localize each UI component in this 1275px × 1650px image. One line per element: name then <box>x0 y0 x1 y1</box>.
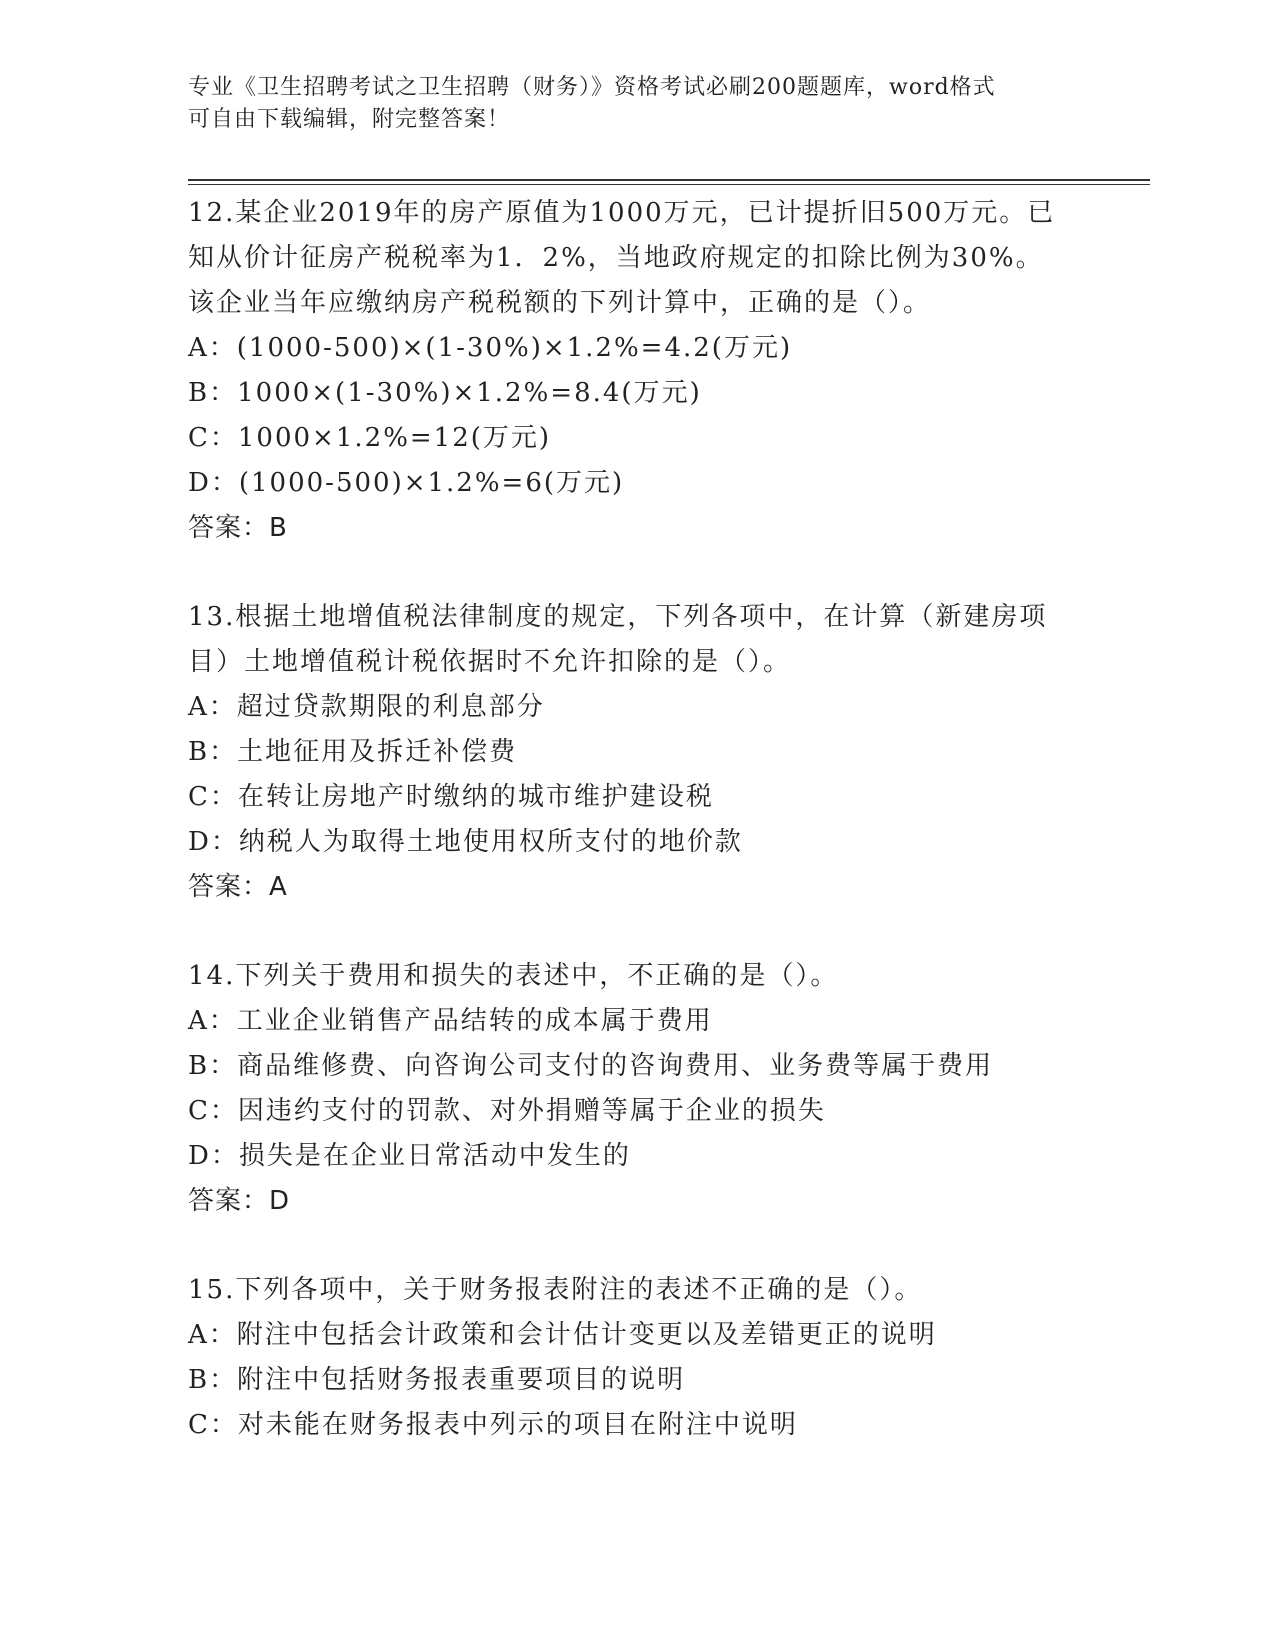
question-stem-line: 目）土地增值税计税依据时不允许扣除的是（）。 <box>188 647 792 677</box>
question-13 <box>188 595 1088 910</box>
question-14 <box>188 954 1088 1224</box>
question-stem-line: 12.某企业2019年的房产原值为1000万元，已计提折旧500万元。已 <box>188 198 1056 228</box>
question-stem-line: 14.下列关于费用和损失的表述中，不正确的是（）。 <box>188 961 839 991</box>
option-c: C：在转让房地产时缴纳的城市维护建设税 <box>188 782 714 812</box>
question-stem-line: 该企业当年应缴纳房产税税额的下列计算中，正确的是（）。 <box>188 288 932 318</box>
option-a: A：(1000-500)×(1-30%)×1.2%=4.2(万元) <box>188 333 793 363</box>
question-stem-line: 15.下列各项中，关于财务报表附注的表述不正确的是（）。 <box>188 1275 923 1305</box>
option-d: D：纳税人为取得土地使用权所支付的地价款 <box>188 827 743 857</box>
answer-label: 答案：B <box>188 513 288 543</box>
header-divider-thick <box>188 179 1150 181</box>
option-b: B：1000×(1-30%)×1.2%=8.4(万元) <box>188 378 702 408</box>
option-b: B：土地征用及拆迁补偿费 <box>188 737 518 767</box>
question-15 <box>188 1268 1088 1448</box>
option-c: C：因违约支付的罚款、对外捐赠等属于企业的损失 <box>188 1096 826 1126</box>
question-12 <box>188 191 1088 551</box>
header-divider-thin <box>188 184 1150 185</box>
option-c: C：1000×1.2%=12(万元) <box>188 423 552 453</box>
header-line-1: 专业《卫生招聘考试之卫生招聘（财务）》资格考试必刷200题题库，word格式 <box>188 75 996 100</box>
option-d: D：损失是在企业日常活动中发生的 <box>188 1141 631 1171</box>
header-line-2: 可自由下载编辑，附完整答案！ <box>188 107 511 132</box>
option-d: D：(1000-500)×1.2%=6(万元) <box>188 468 625 498</box>
question-list <box>188 191 1088 1448</box>
option-a: A：超过贷款期限的利息部分 <box>188 692 545 722</box>
answer-label: 答案：D <box>188 1186 291 1216</box>
question-stem-line: 13.根据土地增值税法律制度的规定，下列各项中，在计算（新建房项 <box>188 602 1048 632</box>
option-b: B：附注中包括财务报表重要项目的说明 <box>188 1365 686 1395</box>
option-a: A：工业企业销售产品结转的成本属于费用 <box>188 1006 713 1036</box>
document-header <box>188 72 1088 136</box>
question-stem-line: 知从价计征房产税税率为1．2%，当地政府规定的扣除比例为30%。 <box>188 243 1044 273</box>
option-b: B：商品维修费、向咨询公司支付的咨询费用、业务费等属于费用 <box>188 1051 994 1081</box>
option-c: C：对未能在财务报表中列示的项目在附注中说明 <box>188 1410 798 1440</box>
option-a: A：附注中包括会计政策和会计估计变更以及差错更正的说明 <box>188 1320 937 1350</box>
answer-label: 答案：A <box>188 872 288 902</box>
